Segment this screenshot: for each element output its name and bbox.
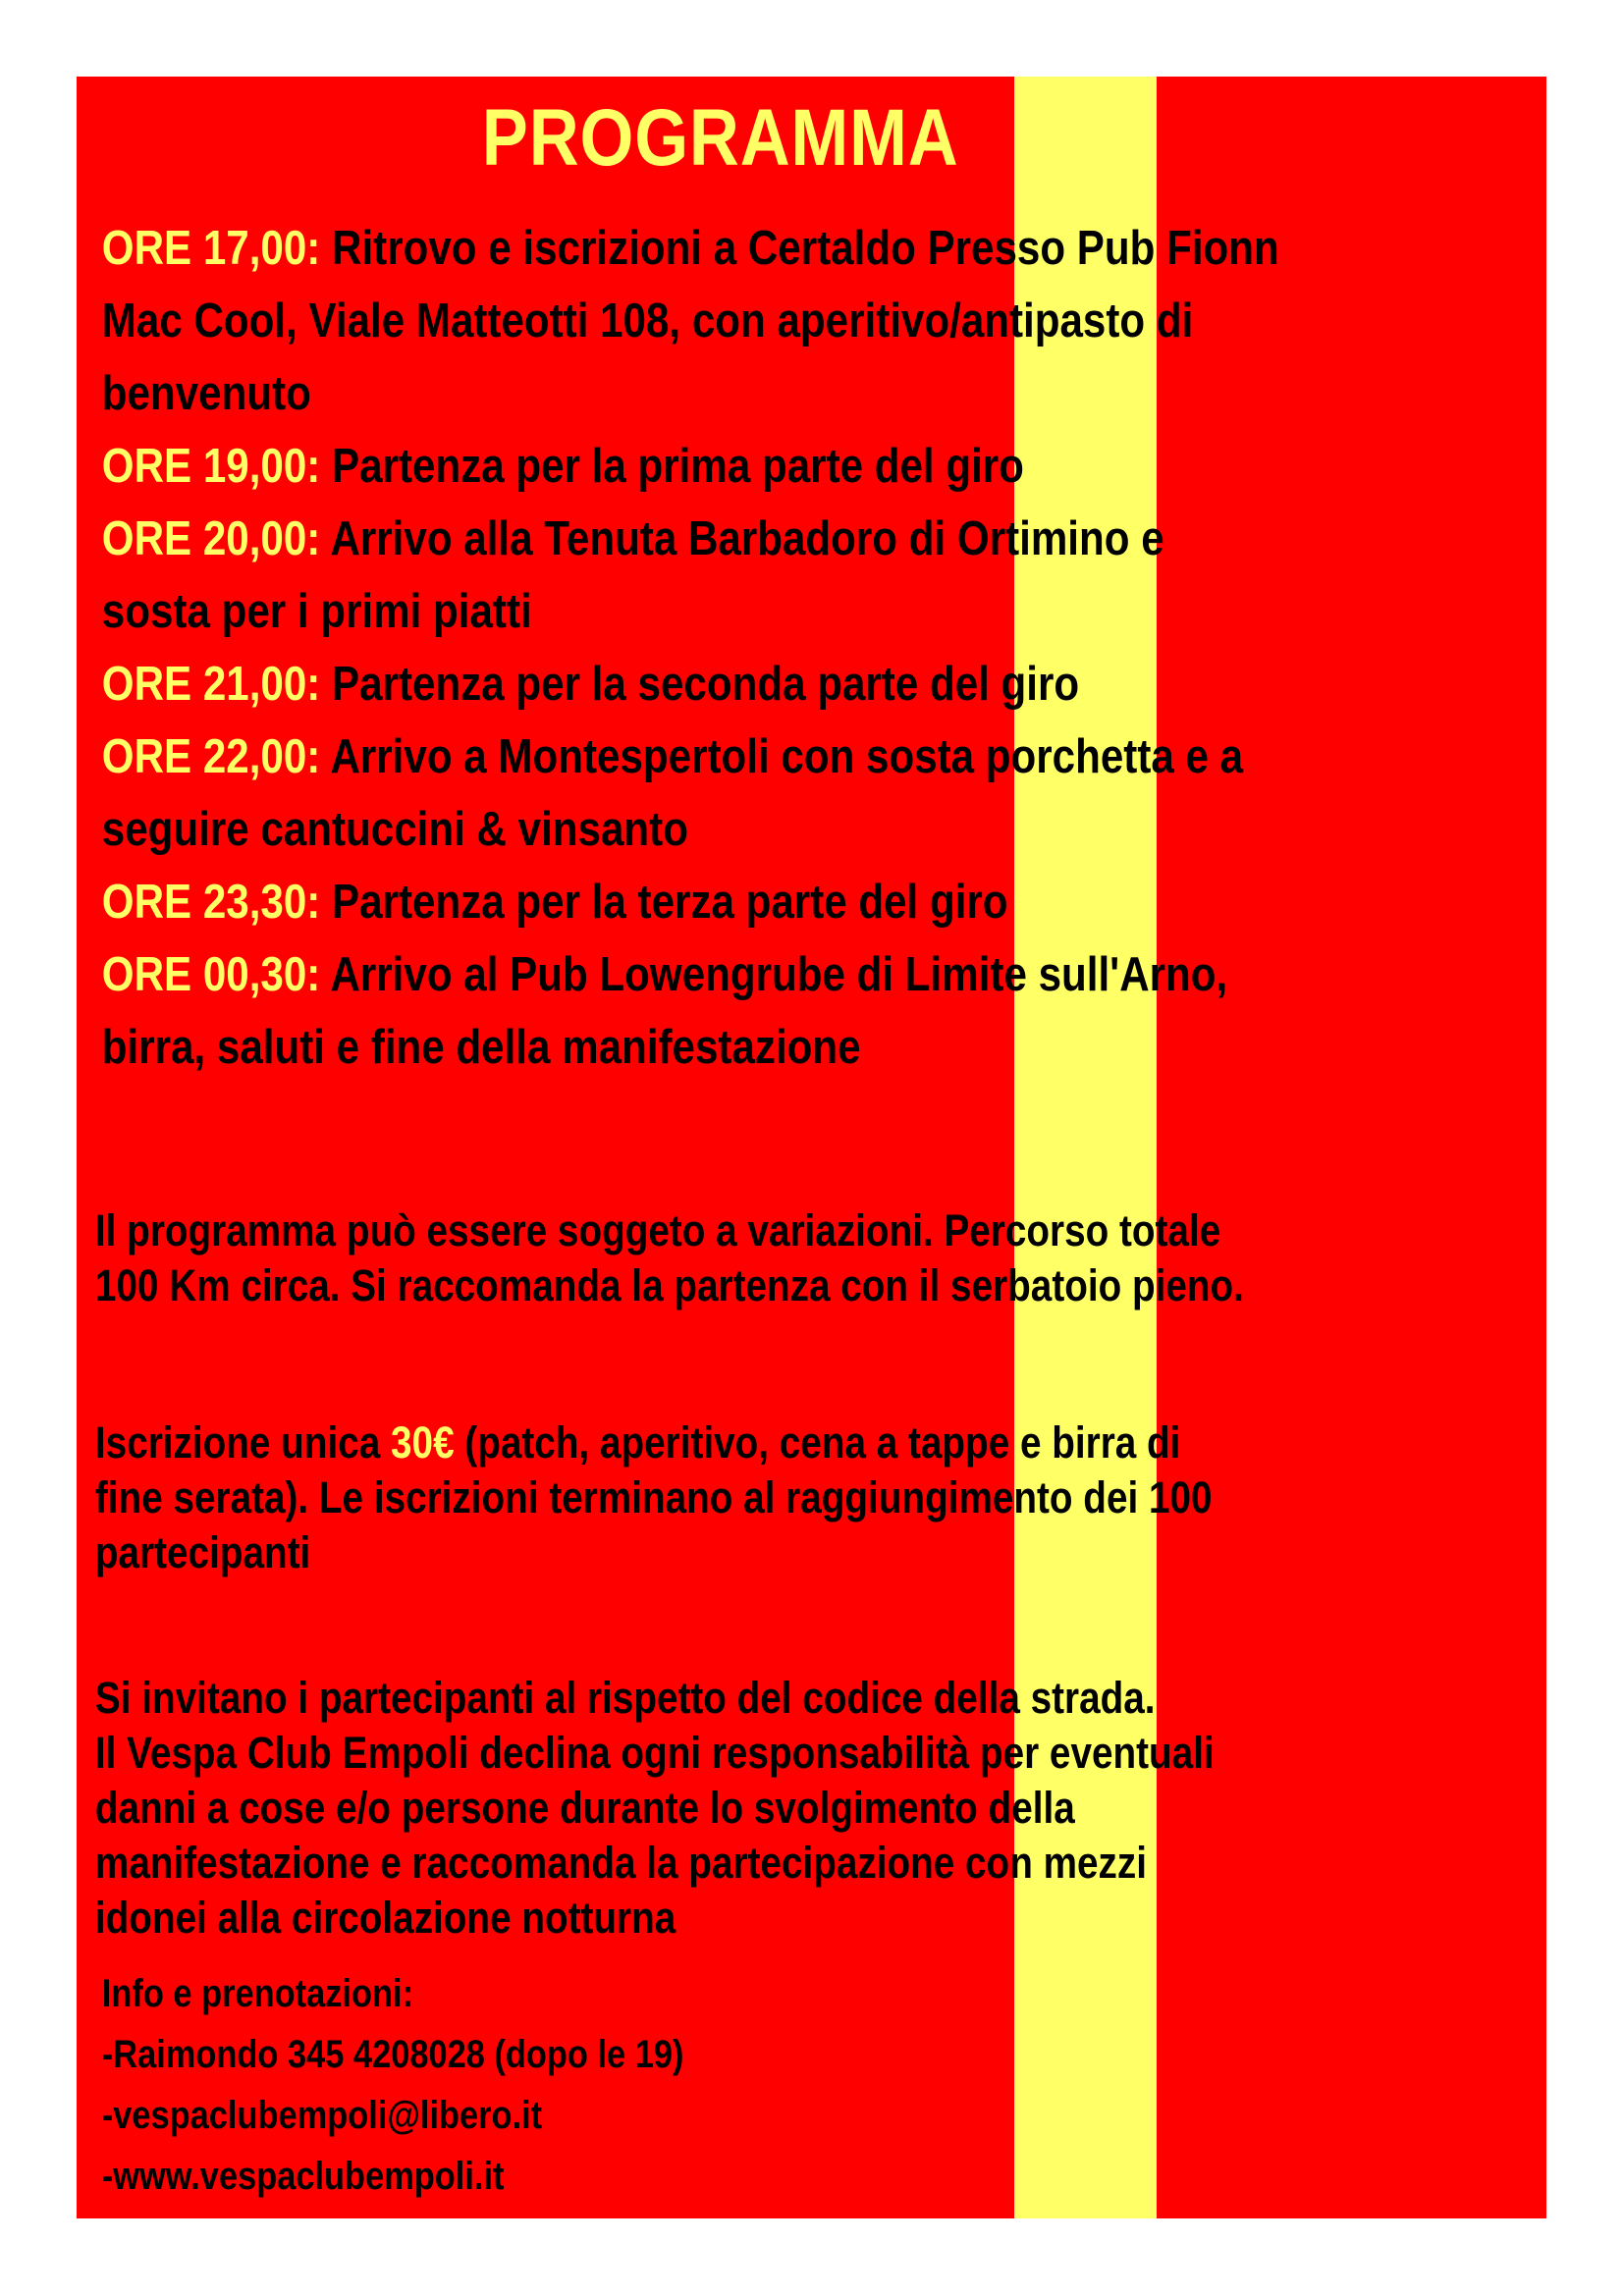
schedule-text: Arrivo a Montespertoli con sosta porchetta e a xyxy=(330,730,1244,783)
registration-text: (patch, aperitivo, cena a tappe e birra di xyxy=(454,1417,1181,1468)
schedule-text: Arrivo alla Tenuta Barbadoro di Ortimino e xyxy=(330,512,1164,565)
disclaimer-paragraph xyxy=(95,1671,1215,1946)
disclaimer-line: Il Vespa Club Empoli declina ogni responsabilità per eventuali xyxy=(94,1728,1215,1778)
registration-text: Iscrizione unica xyxy=(94,1417,392,1468)
schedule-time: ORE 19,00: xyxy=(101,440,321,493)
schedule-text: Partenza per la prima parte del giro xyxy=(332,440,1024,493)
schedule-time: ORE 22,00: xyxy=(101,730,321,783)
schedule-time: ORE 00,30: xyxy=(101,948,321,1001)
info-phone: -Raimondo 345 4208028 (dopo le 19) xyxy=(101,2033,684,2076)
info-heading: Info e prenotazioni: xyxy=(101,1972,414,2015)
schedule-text: sosta per i primi piatti xyxy=(101,585,532,638)
disclaimer-line: manifestazione e raccomanda la partecipazione con mezzi xyxy=(94,1838,1147,1888)
registration-line: fine serata). Le iscrizioni terminano al raggiungimento dei 100 xyxy=(94,1472,1213,1522)
schedule-row xyxy=(102,212,1279,285)
poster-content xyxy=(77,77,1340,2218)
schedule-text: birra, saluti e fine della manifestazione xyxy=(101,1021,861,1074)
schedule-time: ORE 20,00: xyxy=(101,512,321,565)
schedule-row xyxy=(102,648,1279,721)
schedule-row xyxy=(102,503,1279,575)
info-email: -vespaclubempoli@libero.it xyxy=(101,2094,543,2137)
registration-price: 30€ xyxy=(391,1417,455,1468)
poster xyxy=(77,77,1546,2218)
schedule-text: Arrivo al Pub Lowengrube di Limite sull'Arno, xyxy=(330,948,1228,1001)
notice-paragraph xyxy=(95,1203,1244,1313)
schedule-row xyxy=(102,866,1279,938)
info-section xyxy=(102,1963,684,2207)
schedule-row xyxy=(102,938,1279,1011)
schedule-time: ORE 23,30: xyxy=(101,876,321,929)
registration-paragraph xyxy=(95,1415,1213,1580)
schedule-text: Mac Cool, Viale Matteotti 108, con aperitivo/antipasto di xyxy=(101,294,1194,347)
registration-line: partecipanti xyxy=(94,1527,311,1577)
disclaimer-line: danni a cose e/o persone durante lo svolgimento della xyxy=(94,1783,1075,1833)
schedule-text: seguire cantuccini & vinsanto xyxy=(101,803,688,856)
schedule-row xyxy=(102,430,1279,503)
poster-title: PROGRAMMA xyxy=(481,93,959,183)
schedule-time: ORE 17,00: xyxy=(101,222,321,275)
schedule-text: Partenza per la seconda parte del giro xyxy=(332,658,1080,711)
disclaimer-line: Si invitano i partecipanti al rispetto del codice della strada. xyxy=(94,1673,1156,1723)
disclaimer-line: idonei alla circolazione notturna xyxy=(94,1893,676,1943)
schedule-text: Partenza per la terza parte del giro xyxy=(332,876,1008,929)
info-website: -www.vespaclubempoli.it xyxy=(101,2155,505,2198)
schedule-text: benvenuto xyxy=(101,367,311,420)
schedule-row xyxy=(102,721,1279,793)
schedule xyxy=(102,212,1279,1084)
schedule-text: Ritrovo e iscrizioni a Certaldo Presso Pub Fionn xyxy=(332,222,1279,275)
registration-line xyxy=(95,1415,1213,1470)
notice-line: Il programma può essere soggeto a variazioni. Percorso totale xyxy=(94,1205,1221,1255)
notice-line: 100 Km circa. Si raccomanda la partenza con il serbatoio pieno. xyxy=(94,1260,1244,1310)
schedule-time: ORE 21,00: xyxy=(101,658,321,711)
